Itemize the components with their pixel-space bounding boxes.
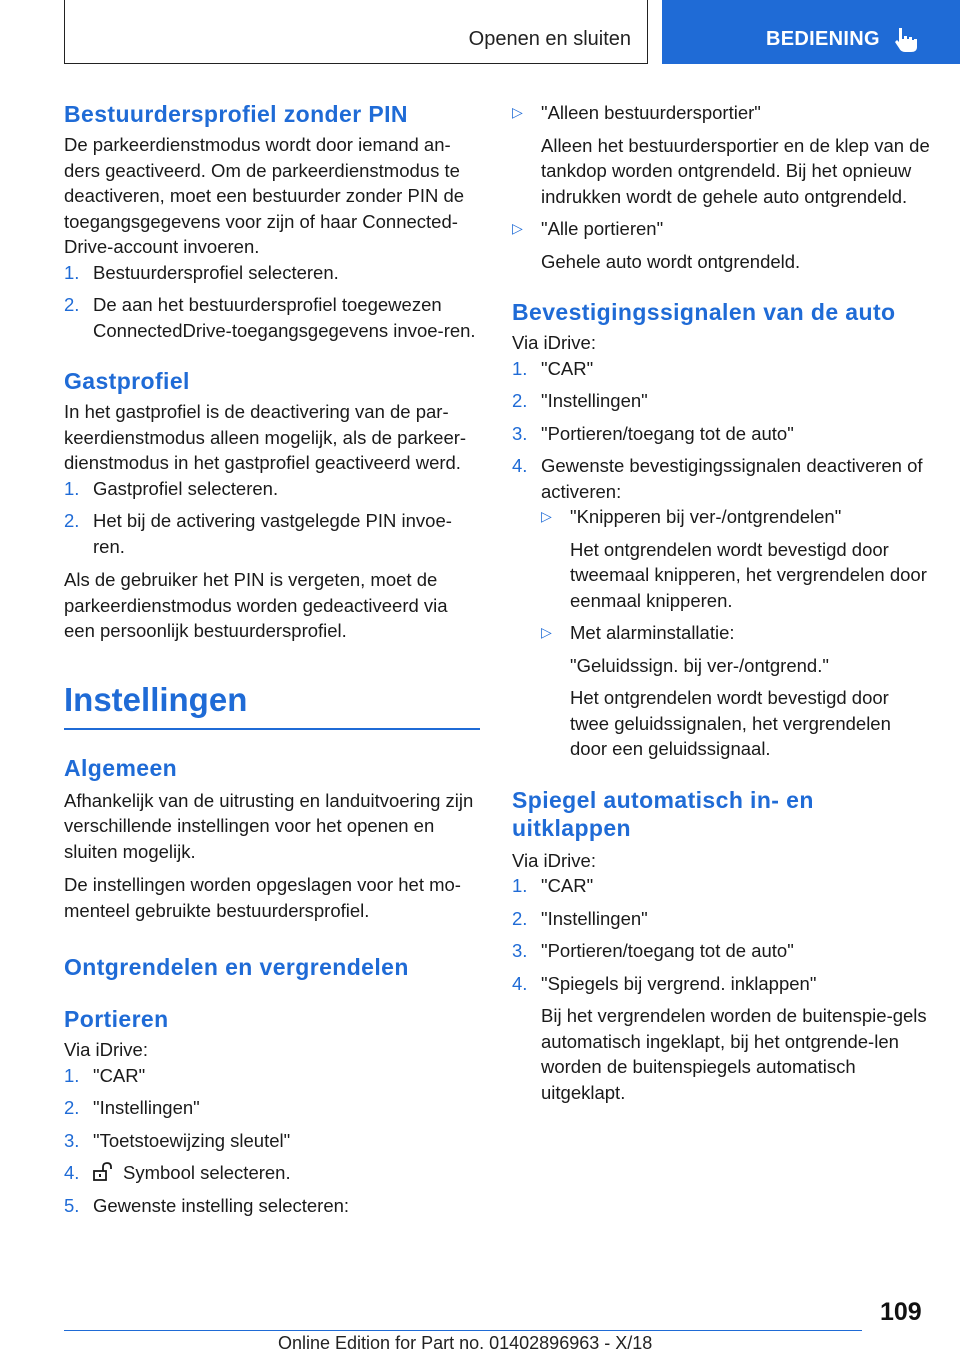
list-item: 1. Gastprofiel selecteren. (64, 477, 279, 499)
mirror-desc: Bij het vergrendelen worden de buitenspie-gels automatisch ingeklapt, bij het ontgrende-len worden de buitenspiegels automatisch uitgeklapt. (541, 1005, 927, 1103)
list-item: 3. "Portieren/toegang tot de auto" (512, 940, 794, 961)
chapter-label: BEDIENING (766, 28, 880, 50)
list-item: ▷ Met alarminstallatie: "Geluidssign. bij ver-/ontgrend." Het ontgrendelen wordt bevestigd door twee geluidssignalen, het vergrendelen door een geluidssignaal. (541, 622, 891, 759)
triangle-bullet-icon: ▷ (541, 624, 552, 640)
list-item: 2. "Instellingen" (512, 390, 648, 411)
list-item: 2. De aan het bestuurdersprofiel toegewezen ConnectedDrive-toegangsgegevens invoe-ren. (64, 294, 476, 341)
mirror-heading: Spiegel automatisch in- en uitklappen (512, 786, 814, 841)
pointing-hand-icon (894, 26, 920, 54)
unlock-icon (93, 1162, 115, 1182)
doors-heading: Portieren (64, 1006, 169, 1032)
list-item: 1. Bestuurdersprofiel selecteren. (64, 261, 339, 283)
mirror-steps (512, 873, 930, 1105)
list-item: 2. "Instellingen" (512, 907, 648, 929)
guest-heading: Gastprofiel (64, 368, 190, 394)
general-heading: Algemeen (64, 754, 178, 781)
list-item: 1. "CAR" (512, 875, 594, 896)
general-text: Afhankelijk van de uitrusting en landuitvoering zijn verschillende instellingen voor het openen en sluiten mogelijk. (64, 789, 474, 862)
mirror-via: Via iDrive: (512, 849, 596, 871)
triangle-bullet-icon: ▷ (512, 104, 523, 120)
list-item: 2. Het bij de activering vastgelegde PIN invoe-ren. (64, 510, 452, 557)
confirm-options (541, 504, 930, 762)
list-item: 4. Gewenste bevestigingssignalen deactiveren of activeren: ▷ "Knipperen bij ver-/ontgrendelen" Het ontgrendelen wordt bevestigd door tweemaal knipperen, het vergrendelen door eenmaal knipperen. ▷ Met alarminstallatie: "Geluidssign. bij ver-/ontgrend." Het ontgrendelen wordt bevestigd door twee geluidssignalen, het vergrendelen door een geluidssignaal. (512, 453, 930, 762)
list-item: ▷ "Alleen bestuurdersportier" Alleen het bestuurdersportier en de klep van de tankdop worden ontgrendeld. Bij het opnieuw indrukken wordt de gehele auto ontgrendeld. (512, 102, 930, 207)
list-item: 3. "Toetstoewijzing sleutel" (64, 1129, 291, 1151)
footer-rule (64, 1330, 862, 1331)
list-item: 4. "Spiegels bij vergrend. inklappen" Bij het vergrendelen worden de buitenspie-gels automatisch ingeklapt, bij het ontgrende-len worden de buitenspiegels automatisch uitgeklapt. (512, 971, 930, 1106)
doors-via: Via iDrive: (64, 1039, 148, 1060)
settings-title: Instellingen (64, 680, 248, 718)
list-item: 1. "CAR" (64, 1064, 146, 1086)
right-column (512, 100, 930, 1105)
guest-steps (64, 476, 480, 560)
list-item: ▷ "Alle portieren" Gehele auto wordt ontgrendeld. (512, 218, 801, 272)
confirm-heading: Bevestigingssignalen van de auto (512, 299, 896, 325)
section-title: Openen en sluiten (468, 28, 631, 50)
pin-steps (64, 260, 480, 344)
left-column (64, 100, 480, 1218)
list-item: 5. Gewenste instelling selecteren: (64, 1194, 350, 1216)
list-item: 1. "CAR" (512, 357, 594, 379)
confirm-via: Via iDrive: (512, 332, 596, 353)
door-options (512, 100, 930, 274)
title-rule (64, 728, 480, 730)
general-text: De instellingen worden opgeslagen voor het mo-menteel gebruikte bestuurdersprofiel. (64, 874, 461, 921)
confirm-steps (512, 356, 930, 762)
header-section-box (64, 0, 648, 64)
list-item: 2. "Instellingen" (64, 1097, 200, 1118)
guest-note: Als de gebruiker het PIN is vergeten, moet de parkeerdienstmodus worden gedeactiveerd via een persoonlijk bestuurdersprofiel. (64, 569, 448, 641)
list-item: 3. "Portieren/toegang tot de auto" (512, 422, 794, 444)
pin-text: De parkeerdienstmodus wordt door iemand an-ders geactiveerd. Om de parkeerdienstmodus te deactiveren, moet een bestuurder zonder PIN de toegangsgegevens voor zijn of haar Connected-Drive-account invoeren. (64, 134, 465, 257)
triangle-bullet-icon: ▷ (541, 508, 552, 524)
page-number: 109 (880, 1298, 922, 1326)
guest-text: In het gastprofiel is de deactivering van de par-keerdienstmodus alleen mogelijk, als de parkeer-dienstmodus in het gastprofiel geactiveerd werd. (64, 401, 467, 473)
unlock-heading: Ontgrendelen en vergrendelen (64, 954, 409, 980)
chapter-tab[interactable] (662, 0, 960, 64)
list-item: ▷ "Knipperen bij ver-/ontgrendelen" Het ontgrendelen wordt bevestigd door tweemaal knipperen, het vergrendelen door eenmaal knipperen. (541, 506, 927, 611)
triangle-bullet-icon: ▷ (512, 220, 523, 236)
pin-heading: Bestuurdersprofiel zonder PIN (64, 101, 408, 127)
doors-steps (64, 1063, 480, 1219)
list-item: 4. Symbool selecteren. (64, 1162, 291, 1183)
footer-edition: Online Edition for Part no. 01402896963 - X/18 (278, 1333, 653, 1353)
